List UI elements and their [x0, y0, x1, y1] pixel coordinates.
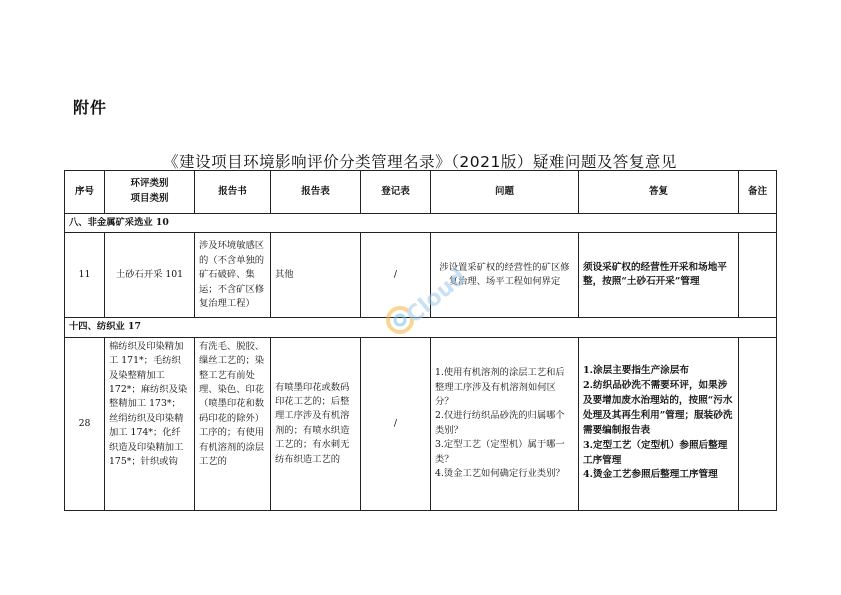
header-question: 问题 — [431, 171, 579, 214]
cell-report-form: 其他 — [271, 233, 361, 318]
qa-table — [64, 170, 777, 511]
cell-report-form: 有喷墨印花或数码印花工艺的；后整理工序涉及有机溶剂的；有喷水织造工艺的；有水刺无纺布织造工艺的 — [271, 337, 361, 510]
cell-category: 棉纺织及印染精加工 171*；毛纺织及染整精加工 172*；麻纺织及染整精加工 173*；丝绢纺织及印染精加工 174*；化纤织造及印染精加工 175*；针织或钩 — [105, 337, 195, 510]
header-remark: 备注 — [739, 171, 777, 214]
attachment-label: 附件 — [73, 98, 108, 117]
header-registration: 登记表 — [361, 171, 431, 214]
cell-report-book: 涉及环境敏感区的（不含单独的矿石破碎、集运；不含矿区修复治理工程） — [195, 233, 271, 318]
cell-registration: / — [361, 233, 431, 318]
cell-remark — [739, 337, 777, 510]
cell-answer: 须设采矿权的经营性开采和场地平整，按照“土砂石开采”管理 — [579, 233, 739, 318]
watermark-text: Cloud — [401, 264, 472, 329]
cell-report-book: 有洗毛、脱胶、缫丝工艺的；染整工艺有前处理、染色、印花（喷墨印花和数码印花的除外）工序的；有使用有机溶剂的涂层工艺的 — [195, 337, 271, 510]
cell-answer: 1.涂层主要指生产涂层布 2.纺织品砂洗不需要环评，如果涉及要增加废水治理站的，按照“污水处理及其再生利用”管理；服装砂洗需要编制报告表 3.定型工艺（定型机）参照后整理工序管理 4.烫金工艺参照后整理工序管理 — [579, 337, 739, 510]
table-row — [65, 233, 777, 318]
header-seq: 序号 — [65, 171, 105, 214]
cell-question: 1.使用有机溶剂的涂层工艺和后整理工序涉及有机溶剂如何区分？ 2.仅进行纺织品砂洗的归属哪个类别？ 3.定型工艺（定型机）属于哪一类？ 4.烫金工艺如何确定行业类别？ — [431, 337, 579, 510]
header-report-form: 报告表 — [271, 171, 361, 214]
document-title: 《建设项目环境影响评价分类管理名录》（2021版）疑难问题及答复意见 — [163, 153, 677, 171]
header-report-book: 报告书 — [195, 171, 271, 214]
section-title: 十四、纺织业 17 — [65, 318, 777, 337]
header-answer: 答复 — [579, 171, 739, 214]
cell-registration: / — [361, 337, 431, 510]
section-row — [65, 318, 777, 337]
cell-seq: 28 — [65, 337, 105, 510]
cell-question: 涉设置采矿权的经营性的矿区修复治理、场平工程如何界定 — [431, 233, 579, 318]
section-row — [65, 214, 777, 233]
section-title: 八、非金属矿采选业 10 — [65, 214, 777, 233]
cell-seq: 11 — [65, 233, 105, 318]
table-header-row — [65, 171, 777, 214]
header-category: 环评类别 项目类别 — [105, 171, 195, 214]
table-row — [65, 337, 777, 510]
cell-category: 土砂石开采 101 — [105, 233, 195, 318]
cell-remark — [739, 233, 777, 318]
